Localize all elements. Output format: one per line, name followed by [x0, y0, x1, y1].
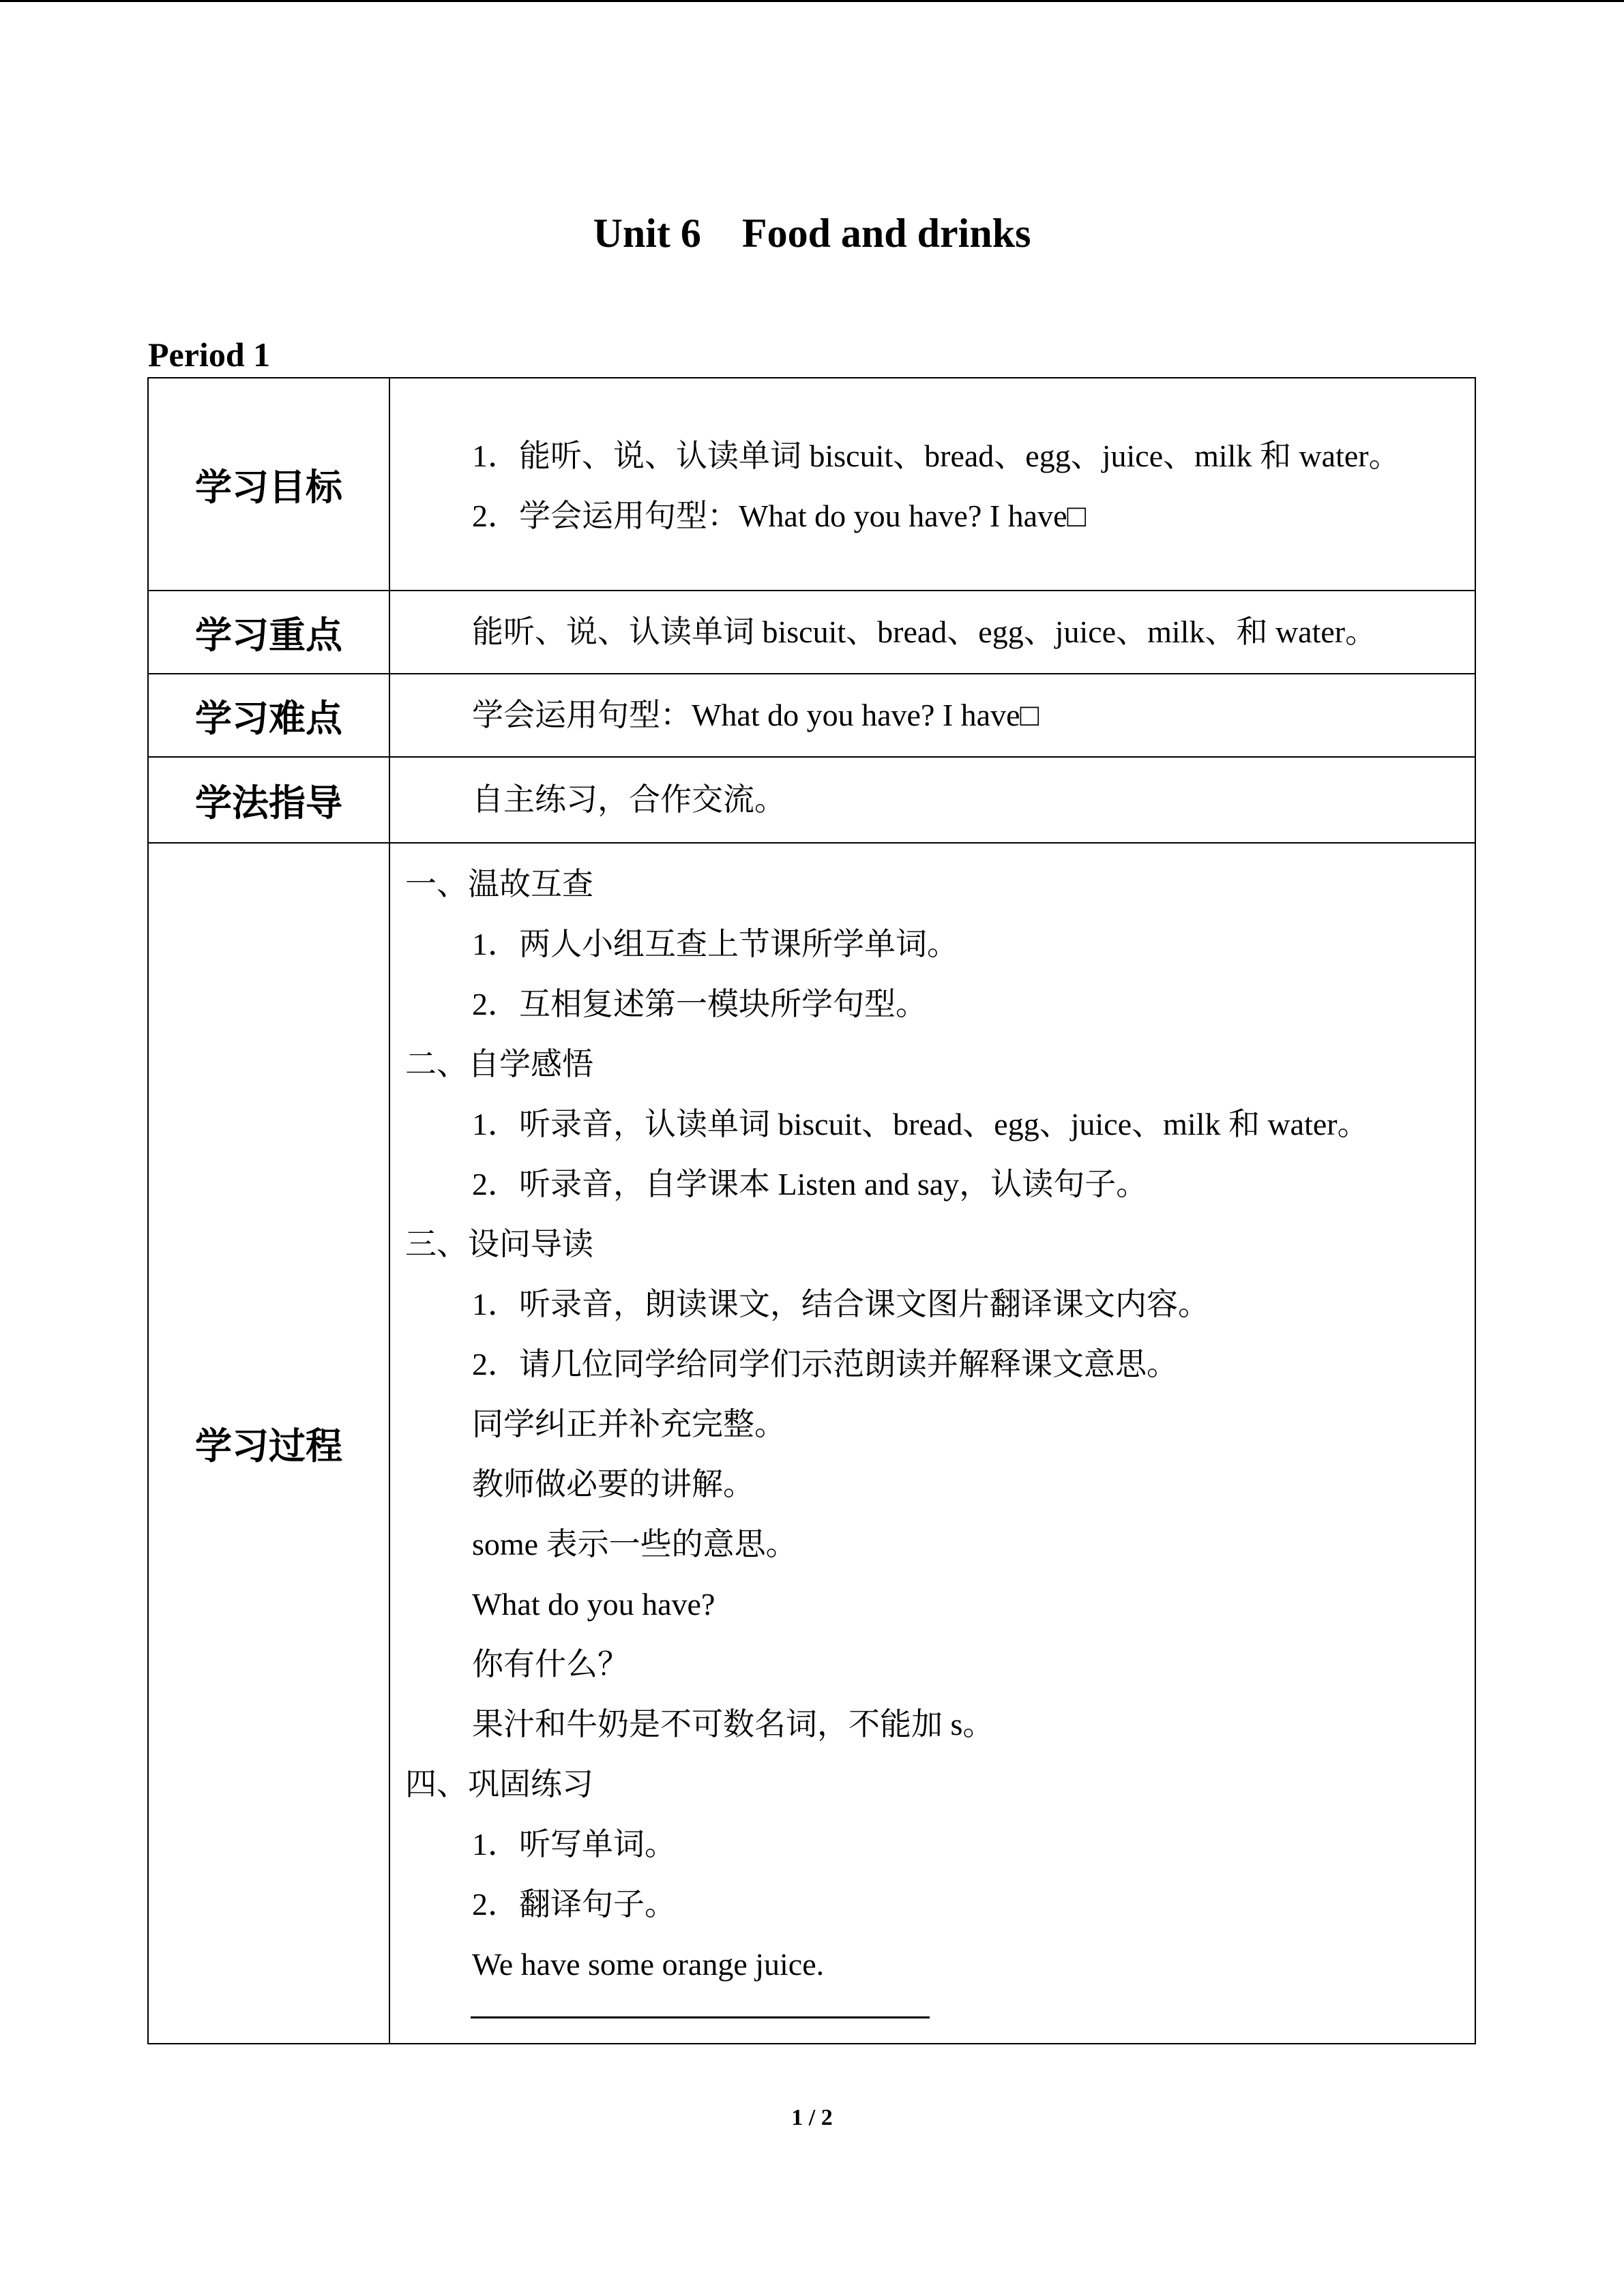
process-line: 同学纠正并补充完整。 — [472, 1407, 786, 1442]
process-line: 教师做必要的讲解。 — [472, 1467, 754, 1502]
section-heading-practice: 四、巩固练习 — [405, 1767, 593, 1802]
goal-line-1: 1．能听、说、认读单词 biscuit、bread、egg、juice、milk 和 water。 — [472, 438, 1400, 473]
process-line: 1．听录音，朗读课文，结合课文图片翻译课文内容。 — [472, 1287, 1209, 1322]
section-heading-self-study: 二、自学感悟 — [405, 1047, 593, 1082]
label-key-points: 学习重点 — [148, 591, 389, 674]
row-study-method — [148, 757, 1475, 843]
page-number: 1 / 2 — [791, 2105, 833, 2130]
lesson-plan-table — [147, 377, 1476, 2044]
process-line: We have some orange juice. — [472, 1947, 825, 1982]
content-difficulties — [389, 674, 1475, 757]
process-line: 1．听写单词。 — [472, 1827, 676, 1862]
process-line: 果汁和牛奶是不可数名词，不能加 s。 — [472, 1707, 994, 1742]
process-line: 2．翻译句子。 — [472, 1887, 676, 1922]
period-heading: Period 1 — [148, 336, 271, 374]
label-learning-goals: 学习目标 — [148, 378, 389, 591]
process-line: 2．互相复述第一模块所学句型。 — [472, 987, 927, 1022]
process-line: 2．听录音，自学课本 Listen and say，认读句子。 — [472, 1167, 1148, 1202]
row-learning-process — [148, 843, 1475, 2044]
process-line: 2．请几位同学给同学们示范朗读并解释课文意思。 — [472, 1347, 1178, 1382]
label-study-method: 学法指导 — [148, 757, 389, 843]
row-difficulties — [148, 674, 1475, 757]
key-points-text: 能听、说、认读单词 biscuit、bread、egg、juice、milk、和 water。 — [472, 614, 1377, 649]
row-key-points — [148, 591, 1475, 674]
answer-blank-line — [471, 2016, 930, 2018]
study-method-text: 自主练习，合作交流。 — [472, 782, 786, 817]
content-learning-goals — [389, 378, 1475, 591]
document-title: Unit 6 Food and drinks — [593, 211, 1031, 256]
process-line: 1．两人小组互查上节课所学单词。 — [472, 927, 958, 961]
difficulties-text: 学会运用句型：What do you have? I have□ — [472, 698, 1039, 732]
content-study-method — [389, 757, 1475, 843]
goal-line-2: 2．学会运用句型：What do you have? I have□ — [472, 498, 1087, 533]
section-heading-review: 一、温故互查 — [405, 867, 593, 901]
section-heading-guided-reading: 三、设问导读 — [405, 1227, 593, 1262]
process-line: some 表示一些的意思。 — [472, 1527, 797, 1562]
content-key-points — [389, 591, 1475, 674]
page-top-border — [0, 0, 1624, 2]
process-line: 1．听录音，认读单词 biscuit、bread、egg、juice、milk 和 water。 — [472, 1107, 1369, 1142]
label-difficulties: 学习难点 — [148, 674, 389, 757]
row-learning-goals — [148, 378, 1475, 591]
content-learning-process — [389, 843, 1475, 2044]
process-line: 你有什么？ — [472, 1647, 629, 1682]
label-learning-process: 学习过程 — [148, 843, 389, 2044]
process-line: What do you have? — [472, 1587, 715, 1622]
